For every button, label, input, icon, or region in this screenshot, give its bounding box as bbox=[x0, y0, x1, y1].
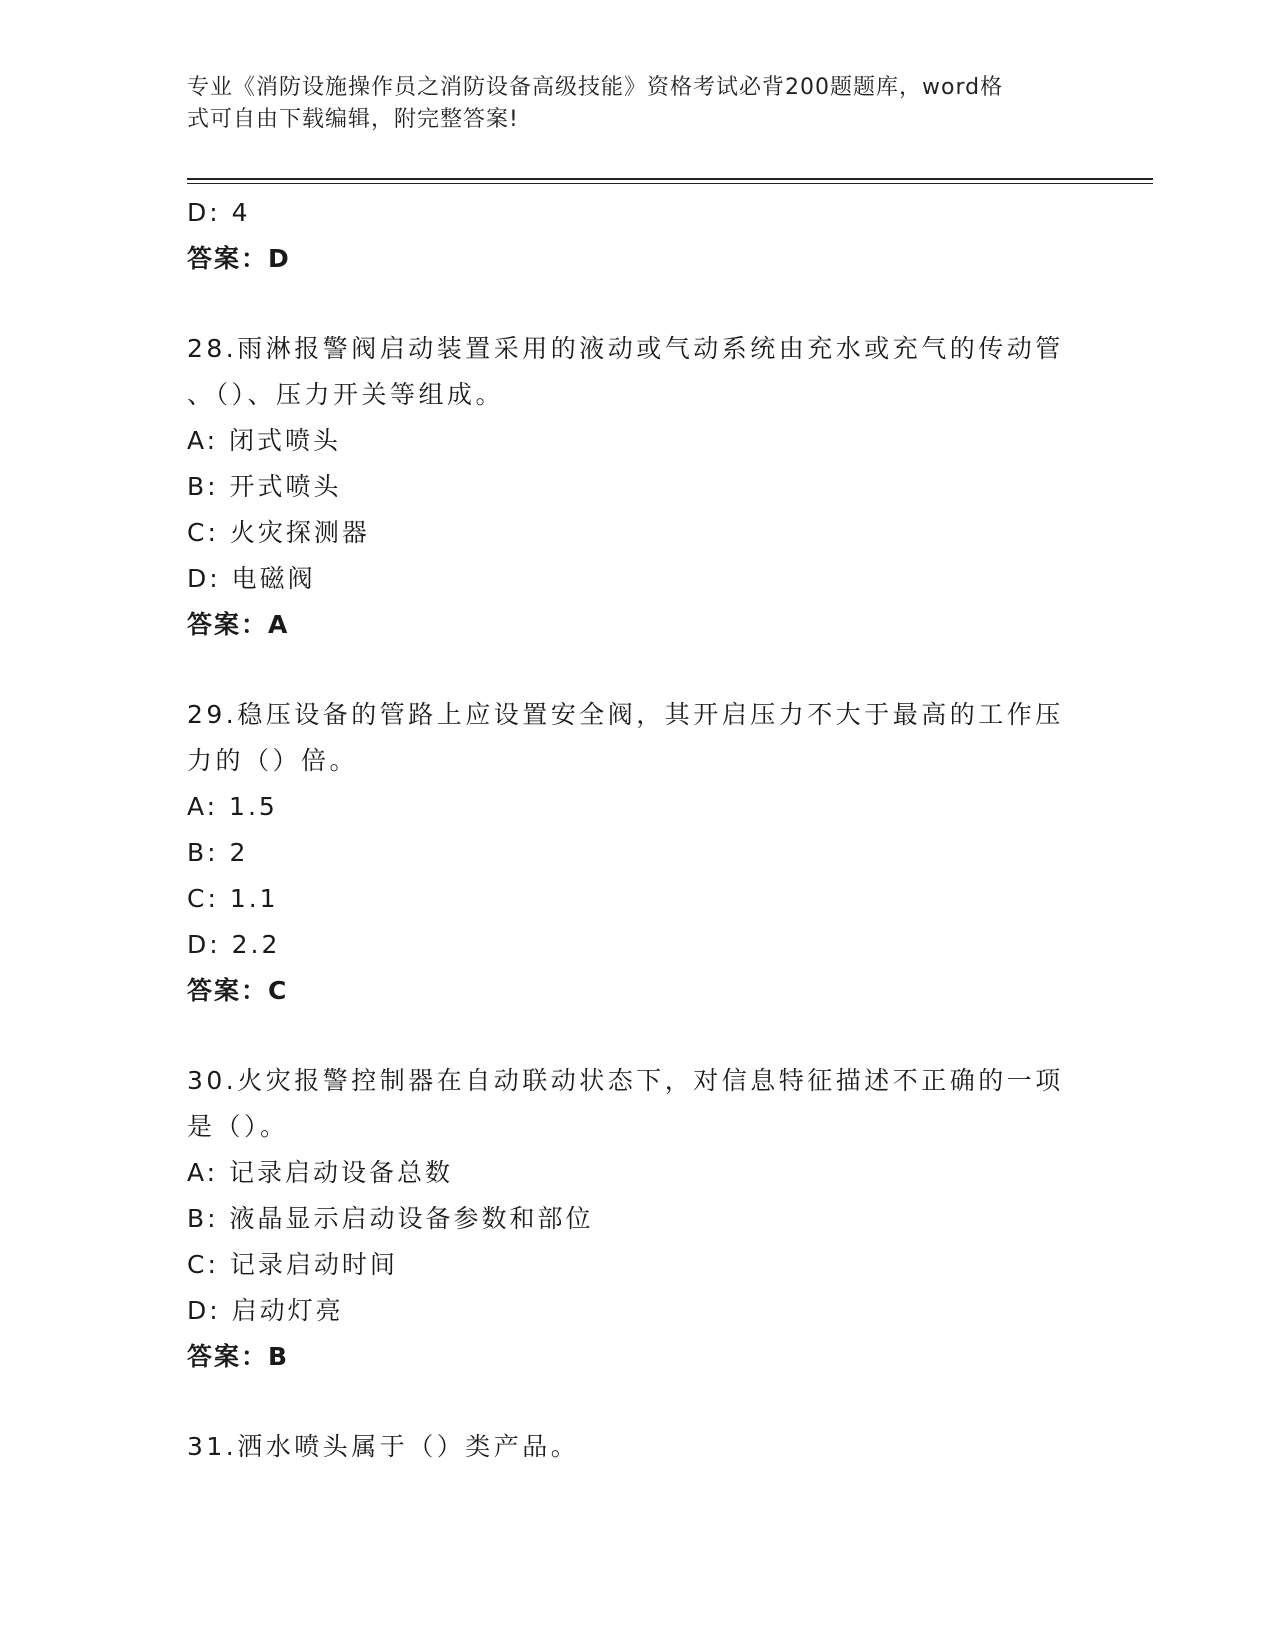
header-line-2: 式可自由下载编辑，附完整答案! bbox=[187, 107, 519, 132]
question-stem-cont: 是（）。 bbox=[187, 1112, 289, 1141]
answer: 答案：D bbox=[187, 244, 291, 273]
question-stem: 31.洒水喷头属于（）类产品。 bbox=[187, 1432, 580, 1461]
spacer bbox=[187, 1014, 1087, 1058]
option-a: A: 1.5 bbox=[187, 792, 278, 821]
answer: 答案：C bbox=[187, 976, 289, 1005]
question-29 bbox=[187, 692, 1087, 1014]
question-stem-cont: 力的（）倍。 bbox=[187, 746, 359, 775]
document-body bbox=[187, 190, 1087, 1470]
document-header bbox=[187, 72, 1067, 136]
option-c: C: 1.1 bbox=[187, 884, 279, 913]
header-rule-thick bbox=[187, 178, 1153, 180]
option-b: B: 2 bbox=[187, 838, 249, 867]
option-a: A: 闭式喷头 bbox=[187, 426, 342, 455]
option-d: D: 2.2 bbox=[187, 930, 281, 959]
option-a: A: 记录启动设备总数 bbox=[187, 1158, 454, 1187]
answer: 答案：B bbox=[187, 1342, 290, 1371]
header-line-1: 专业《消防设施操作员之消防设备高级技能》资格考试必背200题题库，word格 bbox=[187, 75, 1004, 100]
question-stem: 28.雨淋报警阀启动装置采用的液动或气动系统由充水或充气的传动管 bbox=[187, 334, 1064, 363]
spacer bbox=[187, 1380, 1087, 1424]
question-stem: 30.火灾报警控制器在自动联动状态下，对信息特征描述不正确的一项 bbox=[187, 1066, 1064, 1095]
spacer bbox=[187, 648, 1087, 692]
option-b: B: 开式喷头 bbox=[187, 472, 342, 501]
question-31 bbox=[187, 1424, 1087, 1470]
option-d: D: 4 bbox=[187, 198, 251, 227]
option-d: D: 启动灯亮 bbox=[187, 1296, 344, 1325]
option-d: D: 电磁阀 bbox=[187, 564, 316, 593]
question-stem-cont: 、（）、压力开关等组成。 bbox=[187, 380, 505, 409]
option-c: C: 火灾探测器 bbox=[187, 518, 370, 547]
spacer bbox=[187, 282, 1087, 326]
question-stem: 29.稳压设备的管路上应设置安全阀，其开启压力不大于最高的工作压 bbox=[187, 700, 1064, 729]
question-28 bbox=[187, 326, 1087, 648]
option-b: B: 液晶显示启动设备参数和部位 bbox=[187, 1204, 594, 1233]
previous-question-tail bbox=[187, 190, 1087, 282]
option-c: C: 记录启动时间 bbox=[187, 1250, 398, 1279]
answer: 答案：A bbox=[187, 610, 290, 639]
question-30 bbox=[187, 1058, 1087, 1380]
header-rule-thin bbox=[187, 183, 1153, 184]
